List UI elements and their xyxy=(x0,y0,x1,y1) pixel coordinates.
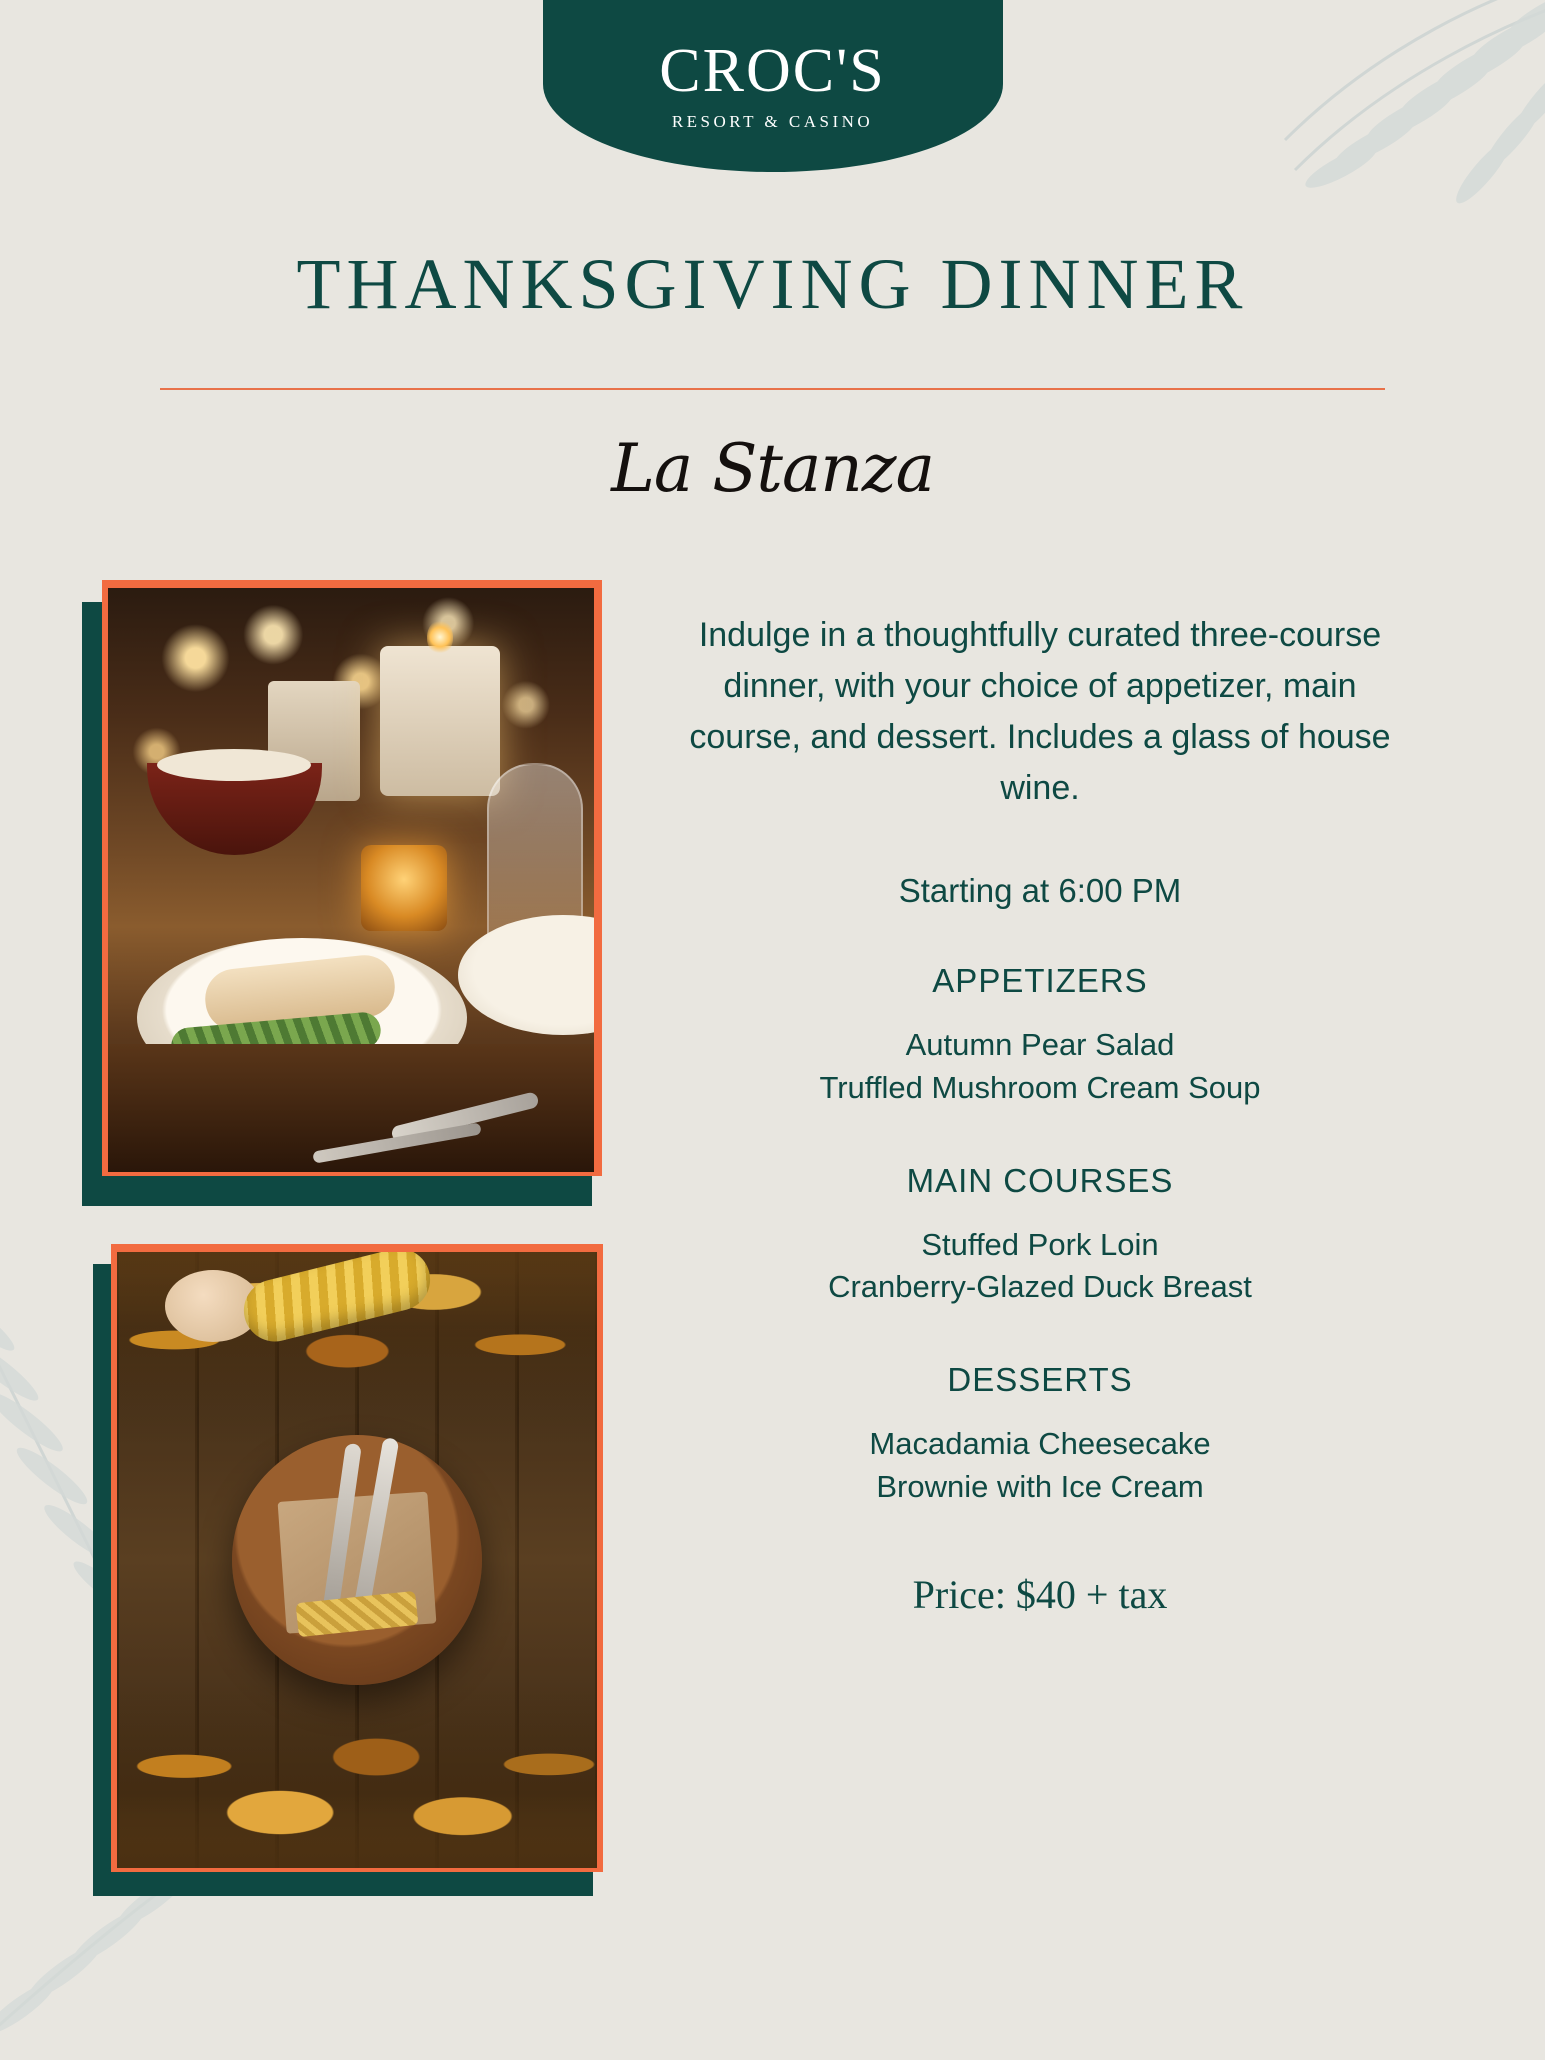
price-text: Price: $40 + tax xyxy=(912,1571,1168,1617)
brand-logo-badge xyxy=(543,0,1003,172)
menu-section-main-courses xyxy=(640,1162,1440,1310)
menu-item: Macadamia Cheesecake xyxy=(869,1426,1211,1462)
photo-frame xyxy=(108,588,594,1172)
menu-section-desserts xyxy=(640,1361,1440,1509)
page-title: THANKSGIVING DINNER xyxy=(296,244,1249,324)
dinner-table-photo xyxy=(92,588,602,1206)
intro-text: Indulge in a thoughtfully curated three-course dinner, with your choice of appetizer, main course, and dessert. Includes a glass of house wine. xyxy=(689,616,1391,807)
section-heading: APPETIZERS xyxy=(932,962,1148,999)
restaurant-name: La Stanza xyxy=(611,430,934,507)
brand-name: CROC'S xyxy=(659,37,886,105)
brand-subtitle: RESORT & CASINO xyxy=(671,112,874,131)
menu-item: Autumn Pear Salad xyxy=(905,1027,1175,1062)
menu-section-appetizers xyxy=(640,962,1440,1110)
dinner-table-image xyxy=(108,588,594,1172)
menu-item: Truffled Mushroom Cream Soup xyxy=(819,1069,1261,1105)
section-heading: DESSERTS xyxy=(947,1361,1133,1399)
place-setting-image xyxy=(117,1252,597,1868)
section-heading: MAIN COURSES xyxy=(906,1161,1174,1199)
menu-item: Stuffed Pork Loin xyxy=(921,1226,1159,1262)
menu-item: Brownie with Ice Cream xyxy=(876,1468,1204,1504)
photo-frame xyxy=(117,1252,597,1868)
start-time: Starting at 6:00 PM xyxy=(898,872,1182,909)
place-setting-photo xyxy=(105,1252,615,1902)
menu-item: Cranberry-Glazed Duck Breast xyxy=(828,1269,1252,1305)
menu-content xyxy=(640,610,1440,1618)
title-divider xyxy=(160,388,1385,390)
